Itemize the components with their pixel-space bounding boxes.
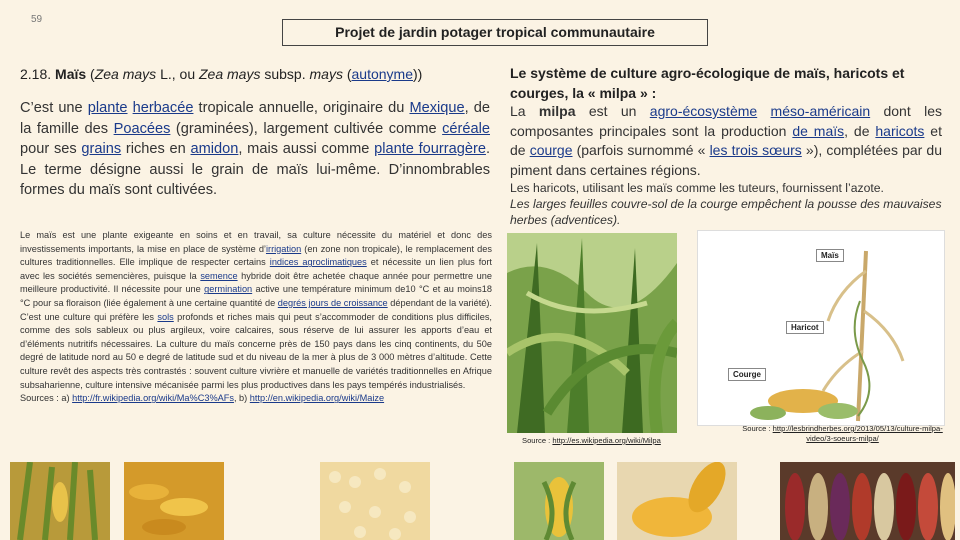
trois-soeurs-link[interactable]: les trois sœurs	[709, 142, 802, 159]
cereale-link[interactable]: céréale	[442, 120, 490, 137]
three-sisters-diagram	[697, 230, 945, 426]
mais-link[interactable]: de maïs	[792, 122, 845, 139]
cornmeal-photo	[617, 462, 737, 540]
sols-link[interactable]: sols	[157, 311, 174, 322]
maize-field-photo	[507, 233, 677, 433]
lesbrindherbes-link[interactable]: http://lesbrindherbes.org/2013/05/13/culture-milpa-video/3-soeurs-milpa/	[772, 424, 943, 443]
intro-paragraph: C’est une plante herbacée tropicale annuelle, originaire du Mexique, de la famille des Poacées (graminées), largement cultivée comme céréale pour ses grains riches en amidon, mais aussi comme plante fourragère. Le terme désigne aussi le grain de maïs lui-même. D’innombrables formes du maïs sont cultivées.	[20, 100, 491, 199]
agro-ecosysteme-link[interactable]: agro-écosystème	[649, 103, 758, 119]
amidon-link[interactable]: amidon	[190, 141, 239, 158]
diagram-source: Source : http://lesbrindherbes.org/2013/05/13/culture-milpa-video/3-soeurs-milpa/	[742, 424, 943, 443]
slide-title: Projet de jardin potager tropical communautaire	[282, 19, 708, 46]
autonyme-link[interactable]: autonyme	[351, 66, 413, 82]
harvested-cobs-photo	[124, 462, 224, 540]
mexique-link[interactable]: Mexique	[409, 100, 465, 116]
germination-link[interactable]: germination	[204, 284, 253, 295]
plante-link[interactable]: plante	[87, 100, 128, 116]
diagram-label-courge: Courge	[728, 368, 766, 381]
milpa-definition: La milpa est un agro-écosystème méso-américain dont les composantes principales sont la production de maïs, de haricots et de courge (parfois surnommé « les trois sœurs »), complétées par du piment dans certaines régions.	[510, 103, 942, 178]
indices-agroclimatiques-link[interactable]: indices agroclimatiques	[269, 257, 367, 268]
details-paragraph: Le maïs est une plante exigeante en soins et en travail, sa culture nécessite du matériel et donc des investissements importants, la mise en place de système d’irrigation (en zone non tropicale), le remplacement des cultures traditionnelles. Elle implique de respecter certains indices agroclimatiques et nécessite un lien plus fort avec les sociétés semencières, puisque la semence hybride doit être achetée chaque année pour permettre une meilleure productivité. Il nécessite pour une germination active une température minimum de10 °C et au moins18 °C pour sa floraison (liée également à une certaine quantité de degrés jours de croissance dépendant de la variété). C’est une culture qui préfère les sols profonds et riches mais qui peut s’accommoder de conditions plus difficiles, comme des sols sableux ou plus argileux, voire calcaires, sous réserve de lui assurer les apports d’eau et d’éléments nutritifs nécessaires. La culture du maïs concerne près de 150 pays dans les cinq continents, du 50e degré de latitude nord au 50 e degré de latitude sud et du niveau de la mer à plus de 3 000 mètres d’altitude. Cette culture revêt des aspects très contrastés : souvent culture vivrière et manuelle de variétés traditionnelles en Afrique subsaharienne, culture intensive mécanisée parmi les plus productives dans les pays tempérés industrialisés. Sources : a) http://fr.wikipedia.org/wiki/Ma%C3%AFs, b) http://en.wikipedia.org/wiki/Maize	[20, 229, 492, 406]
source-a-link[interactable]: http://fr.wikipedia.org/wiki/Ma%C3%AFs	[72, 393, 234, 404]
milpa-source-link[interactable]: http://es.wikipedia.org/wiki/Milpa	[552, 436, 661, 445]
source-b-link[interactable]: http://en.wikipedia.org/wiki/Maize	[249, 393, 385, 404]
herbacee-link[interactable]: herbacée	[132, 100, 194, 116]
semence-link[interactable]: semence	[200, 270, 238, 281]
diagram-label-mais: Maïs	[816, 249, 844, 262]
photo-source: Source : http://es.wikipedia.org/wiki/Milpa	[522, 436, 661, 445]
section-heading: 2.18. Maïs (Zea mays L., ou Zea mays subsp. mays (autonyme))	[20, 66, 423, 82]
haricots-link[interactable]: haricots	[875, 122, 925, 139]
colored-corn-photo	[780, 462, 955, 540]
maize-stalks-photo	[10, 462, 110, 540]
slide-number: 59	[31, 14, 43, 25]
sources-left: Sources : a) http://fr.wikipedia.org/wiki/Ma%C3%AFs, b) http://en.wikipedia.org/wiki/Maize	[20, 393, 385, 404]
irrigation-link[interactable]: irrigation	[265, 243, 302, 254]
plante-fourragere-link[interactable]: plante fourragère	[374, 141, 486, 158]
milpa-heading: Le système de culture agro-écologique de maïs, haricots et courges, la « milpa » :	[510, 65, 905, 101]
courge-link[interactable]: courge	[529, 142, 573, 159]
grains-link[interactable]: grains	[81, 141, 122, 158]
corn-kernels-photo	[320, 462, 430, 540]
degres-jours-link[interactable]: degrés jours de croissance	[277, 297, 388, 308]
meso-americain-link[interactable]: méso-américain	[770, 103, 871, 119]
milpa-note: Les haricots, utilisant les maïs comme les tuteurs, fournissent l’azote. Les larges feuilles couvre-sol de la courge empêchent la pousse des mauvaises herbes (adventices).	[510, 181, 942, 227]
diagram-label-haricot: Haricot	[786, 321, 824, 334]
poacees-link[interactable]: Poacées	[113, 120, 171, 137]
corn-cob-photo	[514, 462, 604, 540]
